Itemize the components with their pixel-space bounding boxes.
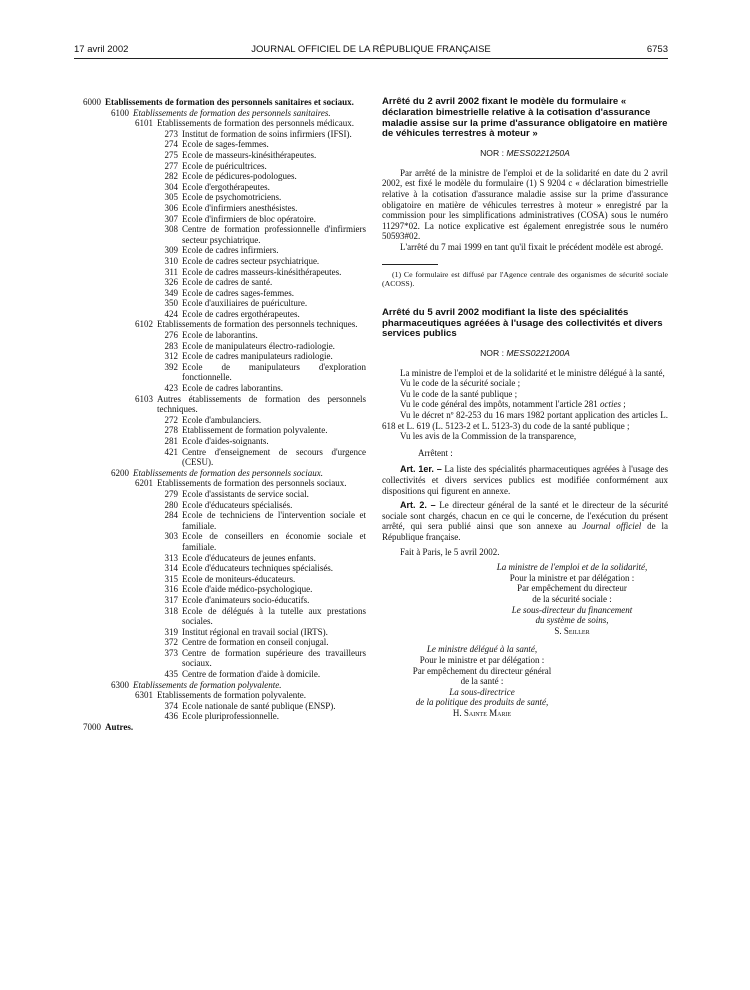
classification-entry xyxy=(74,690,366,701)
signature-line: Le sous-directeur du financement xyxy=(511,604,633,615)
classification-entry xyxy=(74,574,366,585)
nor-code: MESS0221200A xyxy=(506,348,570,359)
page-header xyxy=(74,44,668,58)
signatory-title: La ministre de l'emploi et de la solidarité, xyxy=(496,562,648,573)
signatory-name: S. Seiller xyxy=(554,625,590,636)
entry-label: Ecole pluriprofessionnelle. xyxy=(182,711,279,722)
signature-block-1 xyxy=(472,562,672,636)
classification-entry xyxy=(74,447,366,468)
entry-code: 304 xyxy=(164,181,178,192)
classification-entry xyxy=(74,224,366,245)
entry-code: 280 xyxy=(164,499,178,510)
entry-code: 273 xyxy=(164,128,178,139)
entry-label: Etablissement de formation polyvalente. xyxy=(182,425,328,436)
entry-code: 311 xyxy=(164,266,178,277)
entry-label: Ecole d'infirmiers de bloc opératoire. xyxy=(182,213,316,224)
entry-label: Ecole d'infirmiers anesthésistes. xyxy=(182,202,298,213)
classification-entry xyxy=(74,192,366,203)
signature-line: de la politique des produits de santé, xyxy=(415,697,549,708)
signatory-title: Le ministre délégué à la santé, xyxy=(426,644,538,655)
visa: Vu le code de la santé publique ; xyxy=(400,388,518,399)
entry-code: 274 xyxy=(164,139,178,150)
classification-entry xyxy=(74,606,366,627)
nor-label: NOR : xyxy=(480,148,507,159)
entry-code: 423 xyxy=(164,383,178,394)
classification-entry xyxy=(74,680,366,691)
signature-line: La sous-directrice xyxy=(449,686,515,697)
entry-code: 305 xyxy=(164,192,178,203)
entry-code: 326 xyxy=(164,277,178,288)
entry-code: 314 xyxy=(164,563,178,574)
classification-entry xyxy=(74,468,366,479)
arrete-specialites xyxy=(382,308,668,719)
classification-entry xyxy=(74,584,366,595)
entry-code: 421 xyxy=(164,446,178,457)
visa-text: ; xyxy=(621,399,626,410)
entry-code: 6000 xyxy=(83,97,101,107)
entry-code: 317 xyxy=(164,594,178,605)
signature-line: de la sécurité sociale : xyxy=(532,593,612,604)
header-date: 17 avril 2002 xyxy=(74,44,129,55)
classification-entry xyxy=(74,722,366,733)
entry-label: Ecole d'éducateurs spécialisés. xyxy=(182,499,293,510)
entry-label: Etablissements de formation des personnels techniques. xyxy=(157,319,358,330)
article-text: La liste des spécialités pharmaceutiques agréées à l'usage des collectivités et divers services publics est modifiée conformément aux dispositions qui figurent en annexe. xyxy=(382,464,669,496)
entry-code: 350 xyxy=(164,298,178,309)
header-rule xyxy=(74,58,668,59)
signature-line: Pour le ministre et par délégation : xyxy=(419,654,545,665)
classification-entry xyxy=(74,203,366,214)
entry-label: Ecole de puéricultrices. xyxy=(182,160,267,171)
classification-entry xyxy=(74,319,366,330)
classification-entry xyxy=(74,563,366,574)
entry-code: 284 xyxy=(164,510,178,521)
classification-entry xyxy=(74,267,366,278)
classification-entry xyxy=(74,245,366,256)
entry-code: 278 xyxy=(164,425,178,436)
entry-label: Autres établissements de formation des personnels techniques. xyxy=(157,393,366,415)
paragraph: L'arrêté du 7 mai 1999 en tant qu'il fixait le précédent modèle est abrogé. xyxy=(400,241,664,252)
classification-entry xyxy=(74,97,366,108)
classification-entry xyxy=(74,701,366,712)
article-text: Le directeur général de la santé et le directeur de la sécurité sociale sont chargés, chacun en ce qui le concerne, de l'exécution du présent arrêté, qui sera publié ainsi que son annexe au xyxy=(382,500,668,532)
classification-entry xyxy=(74,256,366,267)
entry-label: Ecole de cadres de santé. xyxy=(182,277,273,288)
classification-entry xyxy=(74,648,366,669)
entry-code: 6102 xyxy=(135,319,153,330)
entry-label: Ecole de psychomotriciens. xyxy=(182,192,282,203)
visa-text: Vu le code général des impôts, notamment l'article 281 xyxy=(400,399,601,410)
classification-entry xyxy=(74,627,366,638)
entry-label: Centre de formation professionnelle d'infirmiers secteur psychiatrique. xyxy=(182,224,366,245)
classification-entry xyxy=(74,394,366,415)
entry-label: Etablissements de formation des personnels sociaux. xyxy=(133,467,323,478)
entry-code: 435 xyxy=(164,669,178,680)
classification-entry xyxy=(74,171,366,182)
classification-entry xyxy=(74,277,366,288)
entry-code: 308 xyxy=(164,224,178,235)
signatory-name: H. Sainte Marie xyxy=(452,707,512,718)
entry-label: Ecole de conseillers en économie sociale et familiale. xyxy=(182,531,366,552)
paragraph: Par arrêté de la ministre de l'emploi et de la solidarité en date du 2 avril 2002, est fixé le modèle du formulaire (1) S 9204 c « déclaration bimestrielle relative à la cotisation d'assurance maladie assise sur la prime d'assurance obligatoire en matière de véhicules terrestres à moteur » enregistré par la commission pour les simplifications administratives (COSA) sous le numéro 11297*02. La notice explicative est également enregistrée sous le numéro 50593#02. xyxy=(382,167,668,242)
entry-label: Ecole de cadres ergothérapeutes. xyxy=(182,308,300,319)
classification-entry xyxy=(74,489,366,500)
entry-code: 436 xyxy=(164,711,178,722)
right-column xyxy=(382,97,668,719)
preamble: La ministre de l'emploi et de la solidarité et le ministre délégué à la santé, xyxy=(400,367,665,378)
entry-label: Ecole de manipulateurs d'exploration fonctionnelle. xyxy=(182,361,366,383)
classification-entry xyxy=(74,362,366,383)
classification-entry xyxy=(74,425,366,436)
visa: Vu le code de la sécurité sociale ; xyxy=(400,378,521,389)
classification-entry xyxy=(74,341,366,352)
entry-label: Ecole de délégués à la tutelle aux prestations sociales. xyxy=(182,605,366,627)
entry-code: 310 xyxy=(164,255,178,266)
entry-label: Etablissements de formation polyvalente. xyxy=(133,679,282,690)
entry-label: Centre de formation d'aide à domicile. xyxy=(182,669,321,680)
classification-entry xyxy=(74,531,366,552)
entry-code: 373 xyxy=(164,647,178,658)
classification-entry xyxy=(74,182,366,193)
nor-reference xyxy=(382,348,668,359)
article-heading: Art. 2. – xyxy=(400,500,436,511)
entry-label: Ecole de pédicures-podologues. xyxy=(182,171,297,182)
entry-code: 349 xyxy=(164,287,178,298)
entry-code: 424 xyxy=(164,308,178,319)
article-2 xyxy=(382,500,668,542)
entry-label: Ecole d'ambulanciers. xyxy=(182,414,262,425)
article-1 xyxy=(382,464,668,496)
signature-line: Par empêchement du directeur xyxy=(517,583,627,594)
classification-entry xyxy=(74,415,366,426)
arrete-formulaire xyxy=(382,97,668,289)
signature-line: du système de soins, xyxy=(535,615,609,626)
entry-label: Ecole de laborantins. xyxy=(182,330,258,341)
classification-entry xyxy=(74,711,366,722)
entry-label: Centre d'enseignement de secours d'urgence (CESU). xyxy=(182,446,366,468)
classification-entry xyxy=(74,309,366,320)
classification-entry xyxy=(74,161,366,172)
entry-code: 307 xyxy=(164,213,178,224)
classification-entry xyxy=(74,330,366,341)
entry-code: 374 xyxy=(164,700,178,711)
nor-label: NOR : xyxy=(480,348,507,359)
entry-label: Ecole d'éducateurs techniques spécialisés. xyxy=(182,563,334,574)
entry-label: Ecole de sages-femmes. xyxy=(182,139,269,150)
entry-label: Etablissements de formation des personnels sanitaires et sociaux. xyxy=(105,97,354,107)
arrete-title: Arrêté du 5 avril 2002 modifiant la liste des spécialités pharmaceutiques agréées à l'usage des collectivités et divers services publics xyxy=(382,306,663,340)
article-text: de la République française. xyxy=(382,521,668,543)
classification-entry xyxy=(74,436,366,447)
classification-entry xyxy=(74,129,366,140)
entry-label: Ecole nationale de santé publique (ENSP). xyxy=(182,700,336,711)
entry-label: Ecole d'ergothérapeutes. xyxy=(182,181,270,192)
footnote: (1) Ce formulaire est diffusé par l'Agence centrale des organismes de sécurité sociale (ACOSS). xyxy=(382,269,668,289)
entry-label: Ecole d'animateurs socio-éducatifs. xyxy=(182,594,310,605)
entry-code: 281 xyxy=(164,436,178,446)
entry-label: Ecole de manipulateurs électro-radiologie. xyxy=(182,340,335,351)
nor-reference xyxy=(382,148,668,159)
article-italic: Journal officiel xyxy=(582,521,642,532)
classification-entry xyxy=(74,669,366,680)
entry-label: Ecole de cadres laborantins. xyxy=(182,383,283,394)
classification-entry xyxy=(74,214,366,225)
classification-entry xyxy=(74,637,366,648)
entry-label: Centre de formation supérieure des travailleurs sociaux. xyxy=(182,647,366,669)
entry-label: Ecole de cadres sages-femmes. xyxy=(182,287,294,298)
entry-label: Ecole de cadres manipulateurs radiologie. xyxy=(182,351,333,362)
entry-label: Ecole de cadres infirmiers. xyxy=(182,245,279,256)
entry-label: Ecole de moniteurs-éducateurs. xyxy=(182,573,296,584)
entry-code: 306 xyxy=(164,202,178,213)
entry-code: 312 xyxy=(164,351,178,362)
classification-entry xyxy=(74,150,366,161)
entry-code: 275 xyxy=(164,149,178,160)
classification-entry xyxy=(74,383,366,394)
entry-code: 6101 xyxy=(135,118,153,129)
classification-entry xyxy=(74,478,366,489)
entry-code: 6300 xyxy=(111,679,129,690)
entry-code: 279 xyxy=(164,488,178,499)
entry-label: Etablissements de formation des personnels sociaux. xyxy=(157,478,347,489)
entry-label: Autres. xyxy=(105,722,134,733)
signature-block-2 xyxy=(382,644,582,718)
entry-label: Ecole d'auxiliaires de puériculture. xyxy=(182,298,308,309)
entry-label: Ecole d'aides-soignants. xyxy=(182,436,269,446)
entry-code: 6301 xyxy=(135,690,153,701)
entry-label: Ecole de cadres masseurs-kinésithérapeutes. xyxy=(182,266,342,277)
signature-line: Par empêchement du directeur général xyxy=(412,665,552,676)
entry-label: Etablissements de formation des personnels médicaux. xyxy=(157,118,354,129)
footnote-rule xyxy=(382,264,438,265)
classification-entry xyxy=(74,118,366,129)
entry-code: 313 xyxy=(164,552,178,563)
signature-line: de la santé : xyxy=(460,676,504,687)
entry-code: 282 xyxy=(164,171,178,182)
classification-entry xyxy=(74,351,366,362)
entry-code: 7000 xyxy=(83,722,101,733)
entry-label: Institut régional en travail social (IRTS). xyxy=(182,626,328,637)
entry-code: 283 xyxy=(164,340,178,351)
classification-entry xyxy=(74,139,366,150)
header-page-number: 6753 xyxy=(646,44,668,55)
classification-entry xyxy=(74,510,366,531)
entry-code: 319 xyxy=(164,626,178,637)
classification-entry xyxy=(74,108,366,119)
entry-code: 6201 xyxy=(135,478,153,489)
entry-label: Ecole d'aide médico-psychologique. xyxy=(182,584,313,595)
entry-code: 276 xyxy=(164,330,178,341)
classification-entry xyxy=(74,288,366,299)
visa-italic: octies xyxy=(600,399,622,410)
entry-label: Etablissements de formation polyvalente. xyxy=(157,690,306,701)
classification-entry xyxy=(74,500,366,511)
entry-label: Ecole de masseurs-kinésithérapeutes. xyxy=(182,149,317,160)
entry-code: 316 xyxy=(164,584,178,595)
entry-code: 372 xyxy=(164,637,178,648)
entry-code: 6200 xyxy=(111,467,129,478)
arrete-title: Arrêté du 2 avril 2002 fixant le modèle du formulaire « déclaration bimestrielle relative à la cotisation d'assurance maladie assise sur la prime d'assurance obligatoire en matière de véhicules terrestres à moteur » xyxy=(382,96,668,140)
date-line: Fait à Paris, le 5 avril 2002. xyxy=(400,546,500,557)
classification-list xyxy=(74,97,366,733)
visa: Vu le décret nº 82-253 du 16 mars 1982 portant application des articles L. 618 et L. 619 (L. 5123-2 et L. 5123-3) du code de la santé publique ; xyxy=(382,410,668,431)
entry-code: 309 xyxy=(164,245,178,256)
entry-label: Ecole d'assistants de service social. xyxy=(182,488,309,499)
classification-entry xyxy=(74,595,366,606)
classification-entry xyxy=(74,553,366,564)
entry-label: Ecole d'éducateurs de jeunes enfants. xyxy=(182,552,316,563)
arretent: Arrêtent : xyxy=(418,447,453,458)
entry-code: 272 xyxy=(164,414,178,425)
entry-label: Ecole de cadres secteur psychiatrique. xyxy=(182,255,320,266)
entry-label: Institut de formation de soins infirmiers (IFSI). xyxy=(182,128,352,139)
nor-code: MESS0221250A xyxy=(506,148,570,159)
entry-label: Etablissements de formation des personnels sanitaires. xyxy=(133,107,331,118)
classification-entry xyxy=(74,298,366,309)
visa xyxy=(382,399,668,410)
entry-label: Centre de formation en conseil conjugal. xyxy=(182,637,329,648)
header-title: JOURNAL OFFICIEL DE LA RÉPUBLIQUE FRANÇAISE xyxy=(251,44,491,55)
entry-code: 315 xyxy=(164,573,178,584)
visa: Vu les avis de la Commission de la transparence, xyxy=(400,431,577,442)
signature-line: Pour la ministre et par délégation : xyxy=(509,572,635,583)
entry-code: 6103 xyxy=(135,393,153,404)
entry-code: 277 xyxy=(164,160,178,171)
entry-label: Ecole de techniciens de l'intervention sociale et familiale. xyxy=(182,510,366,531)
entry-code: 303 xyxy=(164,531,178,542)
entry-code: 6100 xyxy=(111,107,129,118)
entry-code: 392 xyxy=(164,361,178,372)
entry-code: 318 xyxy=(164,605,178,616)
article-heading: Art. 1er. – xyxy=(400,464,442,475)
